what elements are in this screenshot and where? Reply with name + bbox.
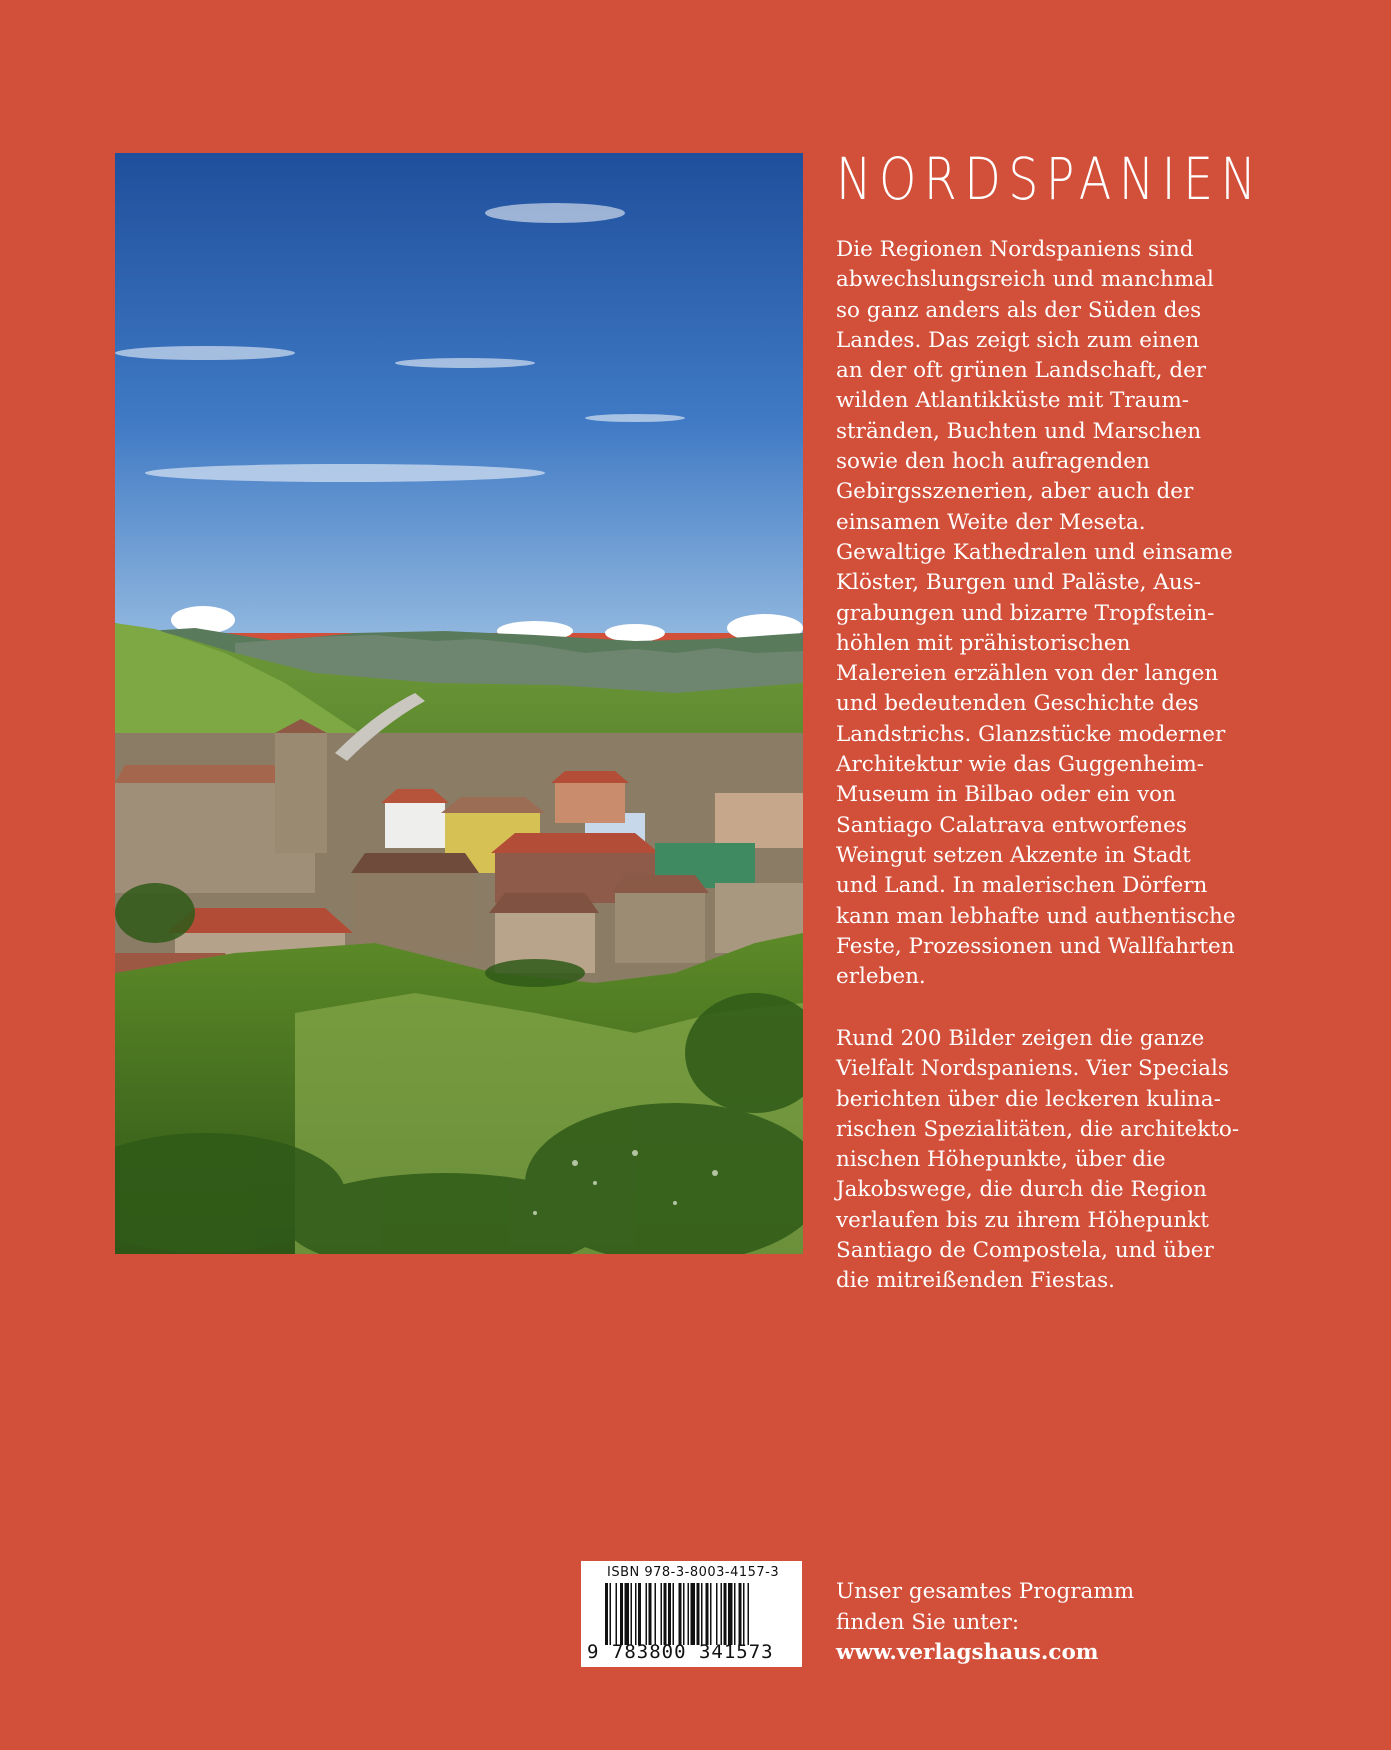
text-line: rischen Spezialitäten, die architekto- <box>836 1116 1240 1142</box>
text-line: Die Regionen Nordspaniens sind <box>836 237 1194 262</box>
text-line: und Land. In malerischen Dörfern <box>836 873 1208 899</box>
text-line: höhlen mit prähistorischen <box>836 630 1131 656</box>
text-line: Feste, Prozessionen und Wallfahrten <box>836 933 1235 959</box>
text-line: verlaufen bis zu ihrem Höhepunkt <box>836 1207 1209 1233</box>
barcode-bars-icon <box>605 1583 791 1645</box>
barcode-bar <box>721 1583 723 1645</box>
text-line: Malereien erzählen von der langen <box>836 661 1219 687</box>
text-line: wilden Atlantikküste mit Traum- <box>836 388 1189 414</box>
text-line: berichten über die leckeren kulina- <box>836 1086 1221 1112</box>
ean-digits: 9 783800 341573 <box>587 1641 774 1663</box>
barcode-bar <box>701 1583 703 1645</box>
barcode-bar <box>710 1583 712 1645</box>
barcode-bar <box>620 1583 623 1645</box>
barcode-bar <box>664 1583 667 1645</box>
publisher-program-note <box>836 1577 1134 1669</box>
barcode-bar <box>673 1583 675 1645</box>
cover-photo-village-landscape <box>115 153 803 1254</box>
text-line: nischen Höhepunkte, über die <box>836 1147 1166 1173</box>
barcode-bar <box>616 1583 618 1645</box>
barcode-bar <box>748 1583 750 1645</box>
barcode-bar <box>605 1583 608 1645</box>
text-line: Santiago de Compostela, und über <box>836 1238 1214 1264</box>
barcode-bar <box>728 1583 733 1645</box>
barcode-bar <box>716 1583 718 1645</box>
barcode-bar <box>631 1583 633 1645</box>
text-line: Architektur wie das Guggenheim- <box>836 752 1205 778</box>
program-line-1: Unser gesamtes Programm <box>836 1579 1135 1604</box>
barcode-bar <box>706 1583 709 1645</box>
barcode-bar <box>679 1583 682 1645</box>
barcode-bar <box>724 1583 727 1645</box>
book-title: NORDSPANIEN <box>836 145 1264 213</box>
text-line: Vielfalt Nordspaniens. Vier Specials <box>836 1056 1229 1082</box>
text-line: Landstrichs. Glanzstücke moderner <box>836 721 1226 747</box>
barcode-bar <box>668 1583 671 1645</box>
barcode-bar <box>697 1583 700 1645</box>
barcode-bar <box>655 1583 657 1645</box>
barcode-bar <box>625 1583 630 1645</box>
text-line: und bedeutenden Geschichte des <box>836 691 1199 717</box>
text-line: abwechslungsreich und manchmal <box>836 267 1214 293</box>
text-line: Gebirgsszenerien, aber auch der <box>836 479 1194 505</box>
publisher-url-link[interactable]: www.verlagshaus.com <box>836 1640 1099 1665</box>
text-line: Museum in Bilbao oder ein von <box>836 782 1176 808</box>
barcode-bar <box>638 1583 641 1645</box>
text-line: Gewaltige Kathedralen und einsame <box>836 539 1233 565</box>
barcode-bar <box>646 1583 648 1645</box>
text-line: erleben. <box>836 964 926 990</box>
text-line: sowie den hoch aufragenden <box>836 449 1150 475</box>
barcode-bar <box>661 1583 663 1645</box>
barcode-bar <box>743 1583 745 1645</box>
barcode-bar <box>649 1583 652 1645</box>
text-line: Rund 200 Bilder zeigen die ganze <box>836 1026 1205 1051</box>
barcode-bar <box>739 1583 742 1645</box>
description-paragraph-1 <box>836 235 1256 992</box>
text-line: einsamen Weite der Meseta. <box>836 509 1146 535</box>
text-line: Jakobswege, die durch die Region <box>836 1177 1207 1203</box>
text-line: kann man lebhafte und authentische <box>836 903 1236 929</box>
text-line: Weingut setzen Akzente in Stadt <box>836 842 1191 868</box>
text-line: Santiago Calatrava entworfenes <box>836 812 1187 838</box>
program-line-2: finden Sie unter: <box>836 1609 1020 1635</box>
barcode-bar <box>688 1583 690 1645</box>
barcode-bar <box>610 1583 612 1645</box>
isbn-barcode <box>581 1561 802 1667</box>
text-line: grabungen und bizarre Tropfstein- <box>836 600 1215 626</box>
text-line: stränden, Buchten und Marschen <box>836 418 1202 444</box>
text-line: Klöster, Burgen und Paläste, Aus- <box>836 570 1201 596</box>
barcode-bar <box>734 1583 736 1645</box>
barcode-bar <box>683 1583 685 1645</box>
text-line: die mitreißenden Fiestas. <box>836 1268 1115 1294</box>
text-line: an der oft grünen Landschaft, der <box>836 358 1207 384</box>
barcode-bar <box>691 1583 696 1645</box>
barcode-bar <box>635 1583 637 1645</box>
text-line: so ganz anders als der Süden des <box>836 297 1202 323</box>
description-paragraph-2 <box>836 1024 1256 1297</box>
text-line: Landes. Das zeigt sich zum einen <box>836 327 1200 353</box>
isbn-label: ISBN 978-3-8003-4157-3 <box>607 1565 780 1580</box>
